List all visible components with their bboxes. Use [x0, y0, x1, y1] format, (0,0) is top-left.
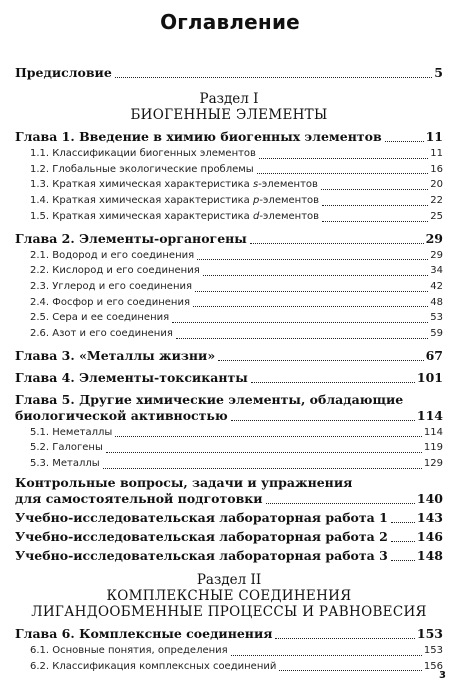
entry-label: 1.2. Глобальные экологические проблемы [30, 163, 254, 175]
toc-subentry[interactable] [15, 440, 443, 456]
entry-page: 114 [416, 407, 443, 423]
entry-label: 5.3. Металлы [30, 458, 100, 470]
entry-page: 59 [430, 328, 443, 340]
toc-subentry[interactable] [15, 177, 443, 193]
leader-dots [115, 436, 422, 437]
entry-page: 20 [430, 179, 443, 191]
entry-page: 114 [423, 426, 443, 438]
toc-subentry[interactable] [15, 295, 443, 311]
entry-label: 1.1. Классификации биогенных элементов [30, 148, 256, 159]
entry-page: 11 [430, 148, 443, 159]
leader-dots [385, 141, 424, 142]
leader-dots [391, 522, 415, 523]
entry-label: Глава 2. Элементы-органогены [15, 230, 247, 246]
toc-subentry[interactable] [15, 146, 443, 162]
leader-dots [115, 77, 433, 78]
toc-subentry[interactable] [15, 279, 443, 295]
toc-entry-chapter-5-line1[interactable]: Глава 5. Другие химические элементы, обладающие [15, 391, 404, 407]
toc-subentry[interactable] [15, 209, 443, 225]
entry-page: 143 [416, 509, 443, 525]
entry-page: 156 [423, 660, 443, 672]
toc-entry-preface[interactable] [15, 64, 443, 81]
entry-label: Предисловие [15, 65, 112, 80]
toc-subentry[interactable] [15, 263, 443, 279]
toc-subentry[interactable] [15, 310, 443, 326]
toc-entry-lab-1[interactable] [15, 510, 443, 526]
entry-label: 5.2. Галогены [30, 442, 103, 454]
entry-page: 16 [430, 163, 443, 175]
entry-label: 1.5. Краткая химическая характеристика d-элементов [30, 210, 320, 222]
entry-label: 1.3. Краткая химическая характеристика s-элементов [30, 179, 318, 191]
leader-dots [176, 338, 428, 339]
entry-page: 119 [423, 442, 443, 454]
section-heading-1 [15, 91, 443, 123]
leader-dots [231, 420, 415, 421]
entry-page: 101 [416, 369, 443, 385]
section-heading-2 [15, 572, 443, 620]
entry-label: 2.4. Фосфор и его соединения [30, 296, 190, 308]
leader-dots [391, 560, 415, 561]
entry-page: 153 [416, 625, 443, 641]
entry-page: 42 [430, 280, 443, 292]
toc-entry-lab-2[interactable] [15, 529, 443, 545]
entry-label: 1.4. Краткая химическая характеристика p-элементов [30, 195, 320, 207]
section-number: Раздел II [196, 571, 262, 588]
leader-dots [195, 291, 428, 292]
toc-subentry[interactable] [15, 659, 443, 675]
leader-dots [203, 275, 429, 276]
leader-dots [322, 205, 428, 206]
section-number: Раздел I [199, 91, 259, 107]
entry-label: Учебно-исследовательская лабораторная работа 2 [15, 528, 388, 544]
leader-dots [231, 655, 422, 656]
leader-dots [257, 173, 429, 174]
leader-dots [172, 322, 428, 323]
entry-page: 148 [416, 547, 443, 563]
leader-dots [251, 382, 415, 383]
entry-page: 11 [425, 129, 443, 144]
toc-entry-chapter-2[interactable] [15, 231, 443, 247]
entry-page: 53 [430, 312, 443, 324]
entry-label: Учебно-исследовательская лабораторная работа 3 [15, 547, 388, 563]
entry-label: биологической активностью [15, 407, 228, 423]
leader-dots [266, 503, 415, 504]
leader-dots [321, 189, 428, 190]
leader-dots [322, 221, 428, 222]
toc-entry-chapter-1[interactable] [15, 129, 443, 145]
toc-subentry[interactable] [15, 162, 443, 178]
toc-entry-chapter-4[interactable] [15, 370, 443, 386]
entry-label: 5.1. Неметаллы [30, 426, 113, 438]
entry-label: для самостоятельной подготовки [15, 490, 263, 506]
leader-dots [103, 468, 422, 469]
entry-label: Глава 6. Комплексные соединения [15, 625, 273, 641]
entry-label: Глава 1. Введение в химию биогенных элементов [15, 129, 382, 144]
entry-label: 6.2. Классификация комплексных соединений [30, 660, 277, 672]
entry-page: 129 [423, 458, 443, 470]
toc-subentry[interactable] [15, 193, 443, 209]
entry-label: 2.3. Углерод и его соединения [30, 280, 193, 292]
entry-label: 2.2. Кислород и его соединения [30, 265, 200, 277]
section-subtitle: ЛИГАНДООБМЕННЫЕ ПРОЦЕССЫ И РАВНОВЕСИЯ [31, 603, 427, 620]
entry-label: Глава 3. «Металлы жизни» [15, 347, 216, 363]
entry-page: 34 [430, 265, 443, 277]
entry-page: 67 [425, 347, 443, 363]
leader-dots [106, 452, 422, 453]
entry-page: 48 [430, 296, 443, 308]
entry-label: 6.1. Основные понятия, определения [30, 644, 228, 656]
toc-entry-lab-3[interactable] [15, 548, 443, 564]
leader-dots [197, 259, 428, 260]
entry-page: 25 [430, 210, 443, 222]
leader-dots [218, 360, 423, 361]
entry-label: 2.5. Сера и ее соединения [30, 312, 170, 324]
entry-page: 22 [430, 195, 443, 207]
leader-dots [391, 541, 415, 542]
entry-page: 153 [423, 644, 443, 656]
entry-label: 2.6. Азот и его соединения [30, 328, 173, 340]
toc-subentry[interactable] [15, 248, 443, 264]
leader-dots [279, 670, 422, 671]
table-of-contents [15, 64, 443, 674]
entry-label: Учебно-исследовательская лабораторная работа 1 [15, 509, 388, 525]
toc-entry-control[interactable] [15, 491, 443, 507]
toc-entry-chapter-3[interactable] [15, 348, 443, 364]
toc-entry-chapter-6[interactable] [15, 626, 443, 642]
leader-dots [250, 243, 424, 244]
leader-dots [275, 638, 414, 639]
toc-entry-chapter-5[interactable] [15, 408, 443, 424]
entry-page: 146 [416, 528, 443, 544]
leader-dots [259, 158, 428, 159]
entry-page: 29 [425, 230, 443, 246]
entry-label: Глава 4. Элементы-токсиканты [15, 369, 248, 385]
leader-dots [193, 306, 428, 307]
toc-subentry[interactable] [15, 456, 443, 472]
entry-page: 5 [434, 65, 443, 80]
toc-subentry[interactable] [15, 326, 443, 342]
entry-label: 2.1. Водород и его соединения [30, 249, 195, 261]
section-title: БИОГЕННЫЕ ЭЛЕМЕНТЫ [130, 107, 328, 123]
toc-subentry[interactable] [15, 425, 443, 441]
toc-subentry[interactable] [15, 643, 443, 659]
entry-page: 29 [430, 249, 443, 261]
page-number: 3 [439, 670, 446, 681]
page-title: Оглавление [160, 10, 300, 34]
section-title: КОМПЛЕКСНЫЕ СОЕДИНЕНИЯ [106, 587, 352, 604]
entry-page: 140 [416, 490, 443, 506]
toc-entry-control-line1[interactable]: Контрольные вопросы, задачи и упражнения [15, 474, 353, 490]
